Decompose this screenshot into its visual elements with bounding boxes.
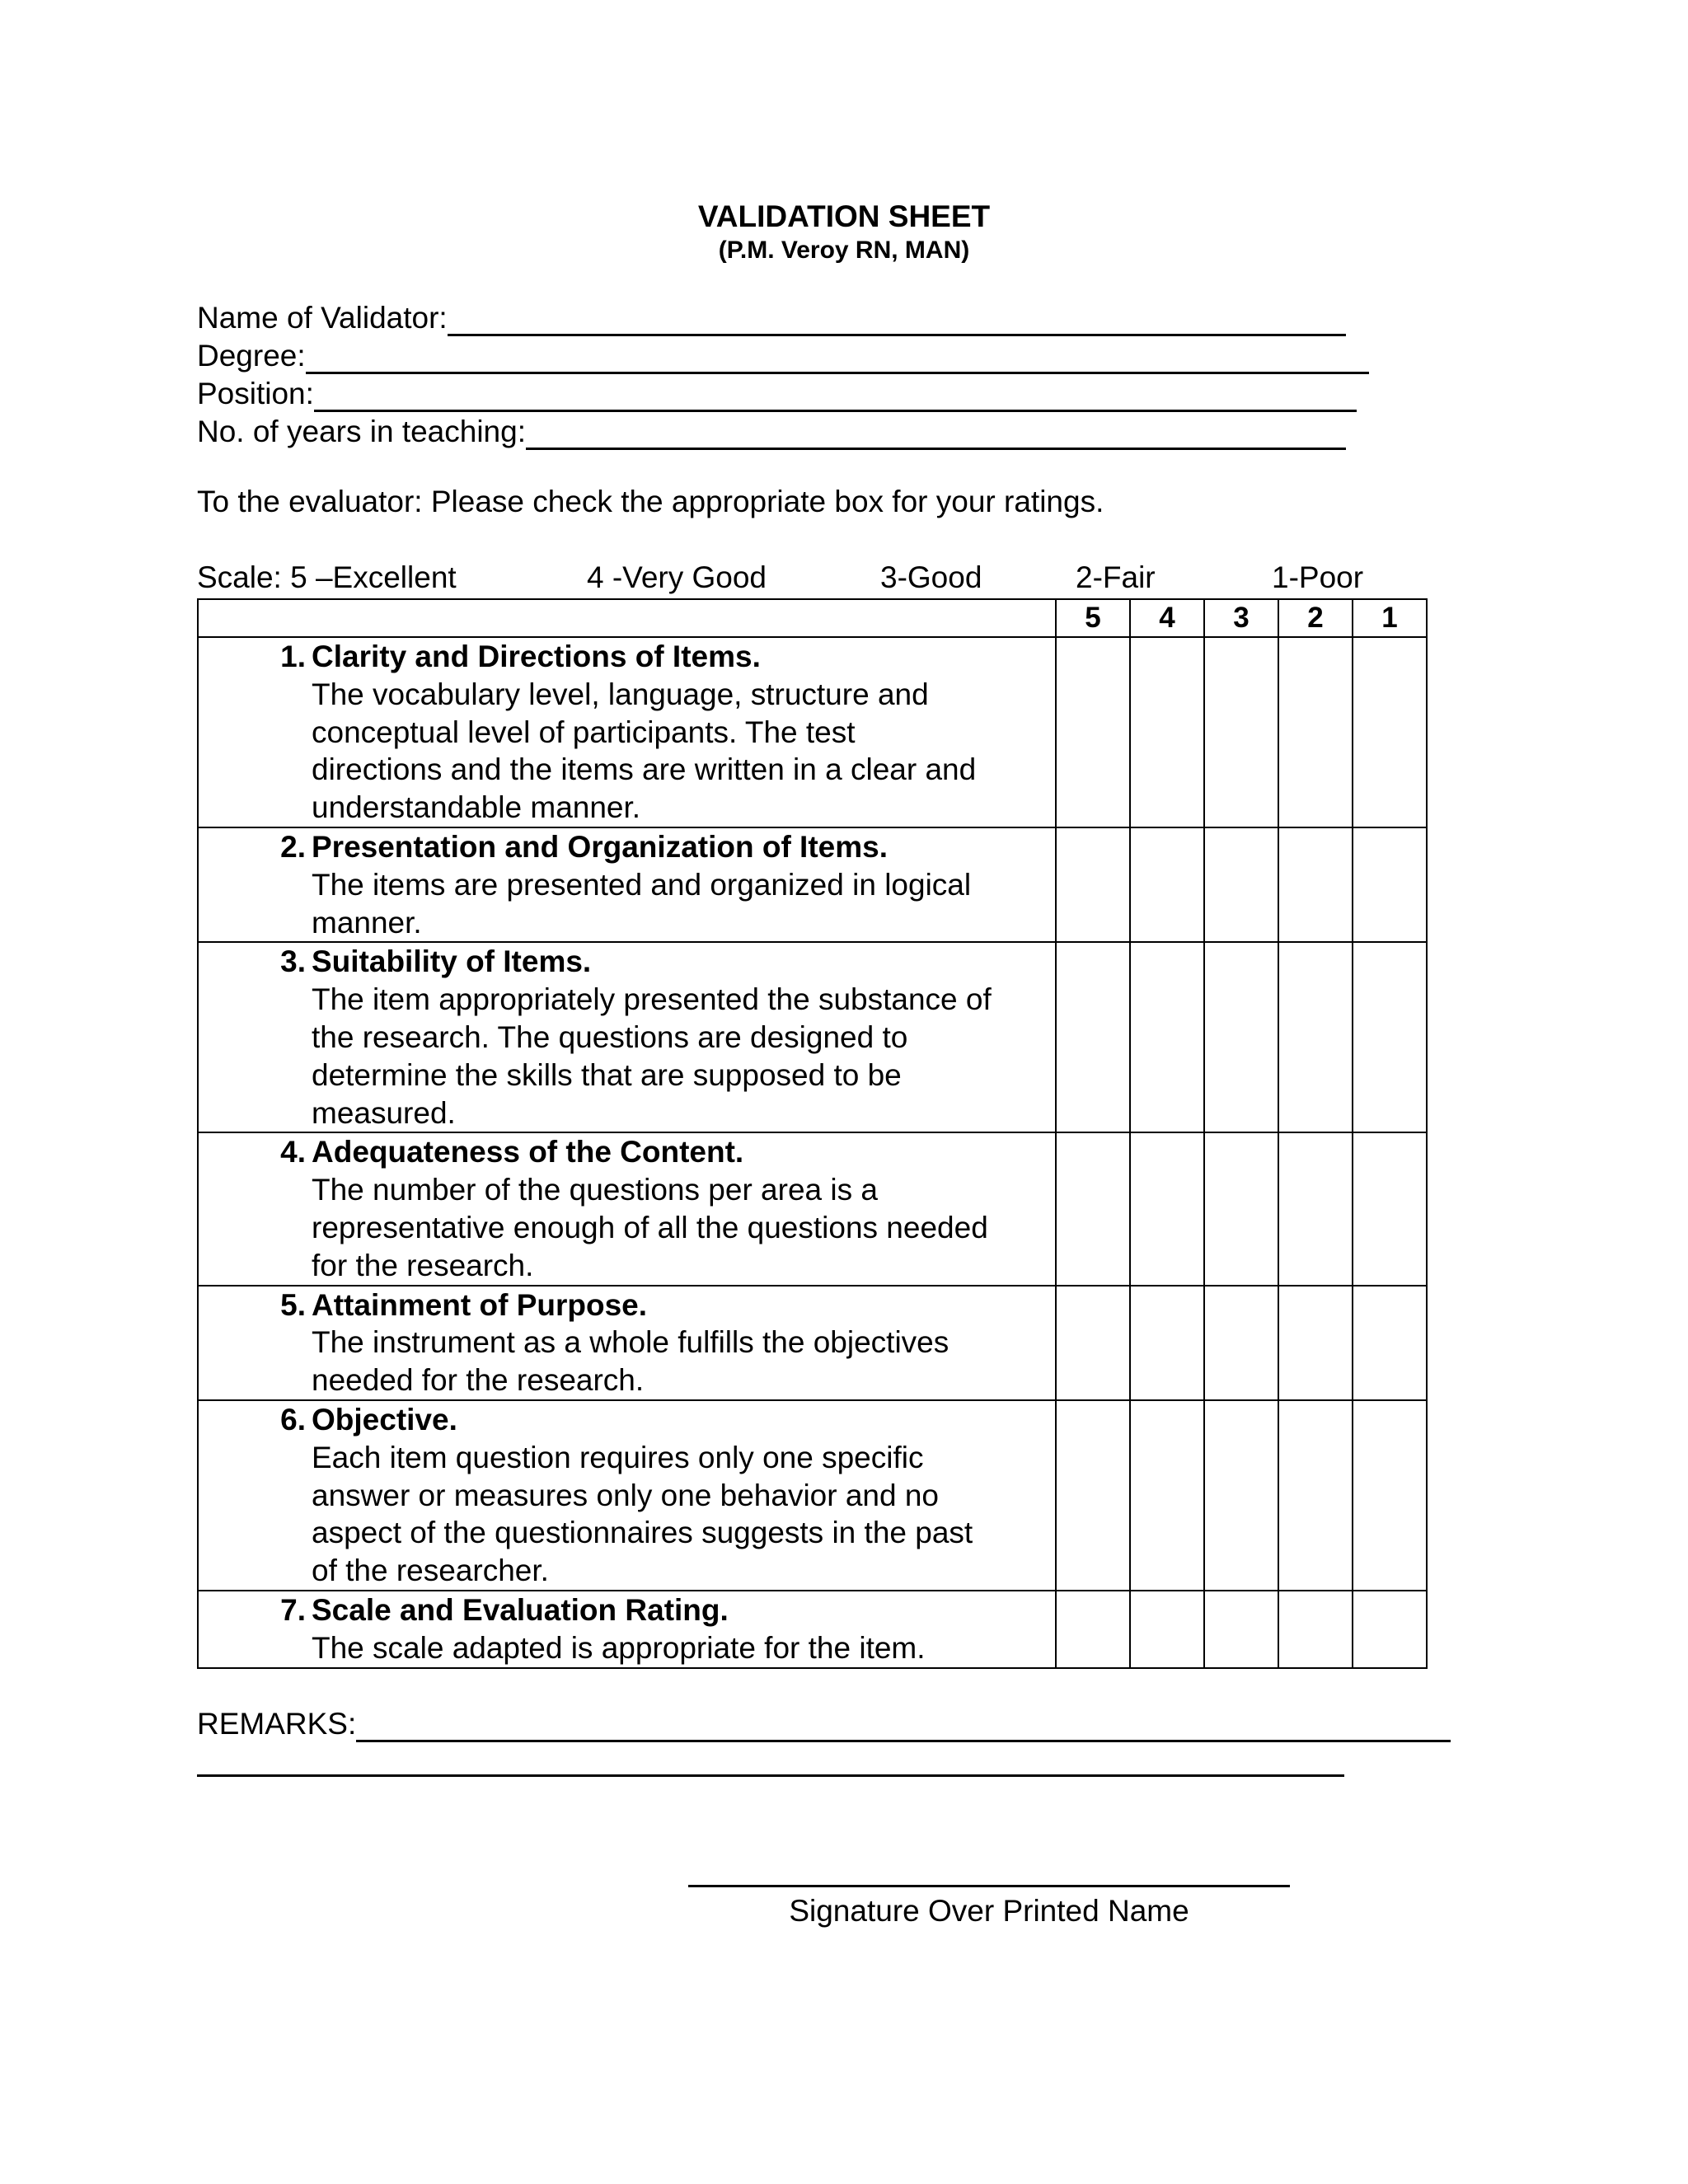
rating-header-2: 2	[1278, 599, 1353, 637]
rating-checkbox-1[interactable]	[1353, 1400, 1427, 1591]
criteria-cell	[198, 1400, 1056, 1591]
rating-checkbox-5[interactable]	[1056, 637, 1130, 827]
rating-checkbox-5[interactable]	[1056, 942, 1130, 1132]
criteria-number: 3.	[280, 944, 306, 979]
criteria-title: Clarity and Directions of Items.	[312, 640, 761, 673]
criteria-title: Attainment of Purpose.	[312, 1287, 648, 1322]
criteria-number: 7.	[280, 1592, 306, 1627]
position-label: Position:	[197, 377, 314, 410]
validator-name-field[interactable]	[197, 298, 1346, 336]
criteria-description-line: measured.	[312, 1095, 456, 1130]
rating-checkbox-2[interactable]	[1278, 942, 1353, 1132]
years-teaching-field[interactable]	[197, 412, 1346, 450]
rating-table	[197, 598, 1428, 1669]
rating-checkbox-3[interactable]	[1204, 1400, 1278, 1591]
degree-input[interactable]	[306, 342, 1369, 374]
rating-checkbox-5[interactable]	[1056, 1286, 1130, 1400]
criteria-body	[312, 943, 1055, 1132]
rating-checkbox-4[interactable]	[1130, 1591, 1204, 1668]
rating-checkbox-3[interactable]	[1204, 942, 1278, 1132]
rating-checkbox-1[interactable]	[1353, 1286, 1427, 1400]
years-teaching-label: No. of years in teaching:	[197, 415, 526, 448]
page-title: VALIDATION SHEET	[697, 199, 991, 233]
criteria-row	[198, 637, 1427, 827]
position-field[interactable]	[197, 374, 1357, 412]
criteria-row	[198, 1132, 1427, 1285]
criteria-description-line: The items are presented and organized in logical	[312, 867, 972, 902]
rating-checkbox-3[interactable]	[1204, 827, 1278, 942]
criteria-title: Scale and Evaluation Rating.	[312, 1592, 729, 1627]
criteria-description-line: The vocabulary level, language, structure and	[312, 677, 929, 711]
criteria-cell	[198, 1286, 1056, 1400]
criteria-description-line: manner.	[312, 905, 422, 940]
position-input[interactable]	[314, 380, 1357, 412]
criteria-body	[312, 1133, 1055, 1284]
criteria-title: Suitability of Items.	[312, 944, 592, 979]
rating-checkbox-4[interactable]	[1130, 827, 1204, 942]
rating-checkbox-2[interactable]	[1278, 637, 1353, 827]
criteria-title: Objective.	[312, 1402, 457, 1436]
rating-checkbox-5[interactable]	[1056, 827, 1130, 942]
rating-checkbox-1[interactable]	[1353, 637, 1427, 827]
scale-excellent: Scale: 5 –Excellent	[197, 560, 457, 594]
years-teaching-input[interactable]	[526, 418, 1346, 450]
rating-checkbox-3[interactable]	[1204, 1132, 1278, 1285]
scale-fair: 2-Fair	[1076, 560, 1156, 594]
criteria-description-line: The item appropriately presented the substance of	[312, 982, 992, 1017]
criteria-number: 6.	[280, 1402, 306, 1436]
rating-checkbox-5[interactable]	[1056, 1132, 1130, 1285]
criteria-header-blank	[198, 599, 1056, 637]
criteria-description-line: the research. The questions are designed to	[312, 1019, 908, 1054]
rating-checkbox-4[interactable]	[1130, 942, 1204, 1132]
criteria-description-line: aspect of the questionnaires suggests in the past	[312, 1516, 973, 1550]
signature-label: Signature Over Printed Name	[789, 1894, 1189, 1928]
criteria-description-line: of the researcher.	[312, 1554, 549, 1588]
criteria-number: 1.	[280, 640, 306, 673]
rating-header-3: 3	[1204, 599, 1278, 637]
criteria-description-line: The instrument as a whole fulfills the objectives	[312, 1325, 950, 1360]
criteria-title: Presentation and Organization of Items.	[312, 829, 888, 864]
degree-field[interactable]	[197, 336, 1369, 374]
signature-line[interactable]	[688, 1885, 1290, 1887]
criteria-description-line: The scale adapted is appropriate for the item.	[312, 1630, 926, 1665]
degree-label: Degree:	[197, 339, 306, 373]
rating-header-5: 5	[1056, 599, 1130, 637]
evaluator-instruction: To the evaluator: Please check the appropriate box for your ratings.	[197, 485, 1104, 518]
page-subtitle: (P.M. Veroy RN, MAN)	[718, 237, 970, 264]
criteria-description-line: needed for the research.	[312, 1363, 645, 1398]
criteria-description-line: answer or measures only one behavior and no	[312, 1478, 940, 1512]
criteria-body	[312, 1286, 1055, 1399]
rating-header-1: 1	[1353, 599, 1427, 637]
criteria-description-line: conceptual level of participants. The test	[312, 715, 856, 749]
rating-checkbox-1[interactable]	[1353, 827, 1427, 942]
criteria-number: 4.	[280, 1135, 306, 1169]
criteria-number: 5.	[280, 1287, 306, 1322]
rating-checkbox-3[interactable]	[1204, 1591, 1278, 1668]
rating-checkbox-4[interactable]	[1130, 1400, 1204, 1591]
criteria-cell	[198, 942, 1056, 1132]
rating-checkbox-1[interactable]	[1353, 1132, 1427, 1285]
criteria-description-line: Each item question requires only one specific	[312, 1440, 924, 1474]
rating-checkbox-3[interactable]	[1204, 1286, 1278, 1400]
rating-header-4: 4	[1130, 599, 1204, 637]
criteria-cell	[198, 637, 1056, 827]
criteria-cell	[198, 827, 1056, 942]
criteria-number: 2.	[280, 829, 306, 864]
rating-checkbox-4[interactable]	[1130, 637, 1204, 827]
criteria-row	[198, 1286, 1427, 1400]
rating-checkbox-5[interactable]	[1056, 1400, 1130, 1591]
criteria-cell	[198, 1132, 1056, 1285]
scale-very-good: 4 -Very Good	[587, 560, 767, 594]
remarks-field[interactable]	[197, 1703, 1451, 1742]
rating-checkbox-2[interactable]	[1278, 1286, 1353, 1400]
rating-checkbox-1[interactable]	[1353, 1591, 1427, 1668]
criteria-body	[312, 828, 1055, 941]
criteria-row	[198, 1400, 1427, 1591]
scale-good: 3-Good	[880, 560, 982, 594]
criteria-body	[312, 1401, 1055, 1590]
criteria-description-line: understandable manner.	[312, 790, 641, 825]
scale-poor: 1-Poor	[1272, 560, 1364, 594]
criteria-row	[198, 942, 1427, 1132]
criteria-body	[312, 1591, 1055, 1667]
rating-checkbox-5[interactable]	[1056, 1591, 1130, 1668]
rating-checkbox-2[interactable]	[1278, 1400, 1353, 1591]
criteria-cell	[198, 1591, 1056, 1668]
rating-checkbox-2[interactable]	[1278, 1132, 1353, 1285]
rating-checkbox-1[interactable]	[1353, 942, 1427, 1132]
criteria-description-line: for the research.	[312, 1248, 534, 1282]
rating-checkbox-3[interactable]	[1204, 637, 1278, 827]
rating-checkbox-2[interactable]	[1278, 1591, 1353, 1668]
criteria-description-line: determine the skills that are supposed to be	[312, 1057, 902, 1092]
criteria-row	[198, 1591, 1427, 1668]
criteria-description-line: representative enough of all the questions needed	[312, 1210, 988, 1244]
rating-checkbox-4[interactable]	[1130, 1132, 1204, 1285]
criteria-title: Adequateness of the Content.	[312, 1135, 744, 1169]
remarks-label: REMARKS:	[197, 1707, 357, 1741]
criteria-description-line: directions and the items are written in a clear and	[312, 752, 977, 787]
remarks-input[interactable]	[356, 1710, 1451, 1742]
remarks-second-line[interactable]	[197, 1774, 1344, 1777]
rating-checkbox-4[interactable]	[1130, 1286, 1204, 1400]
criteria-row	[198, 827, 1427, 942]
criteria-description-line: The number of the questions per area is a	[312, 1173, 878, 1207]
criteria-body	[312, 638, 1055, 827]
validator-name-input[interactable]	[448, 304, 1346, 336]
rating-header-row	[198, 599, 1427, 637]
validator-name-label: Name of Validator:	[197, 301, 448, 335]
rating-checkbox-2[interactable]	[1278, 827, 1353, 942]
